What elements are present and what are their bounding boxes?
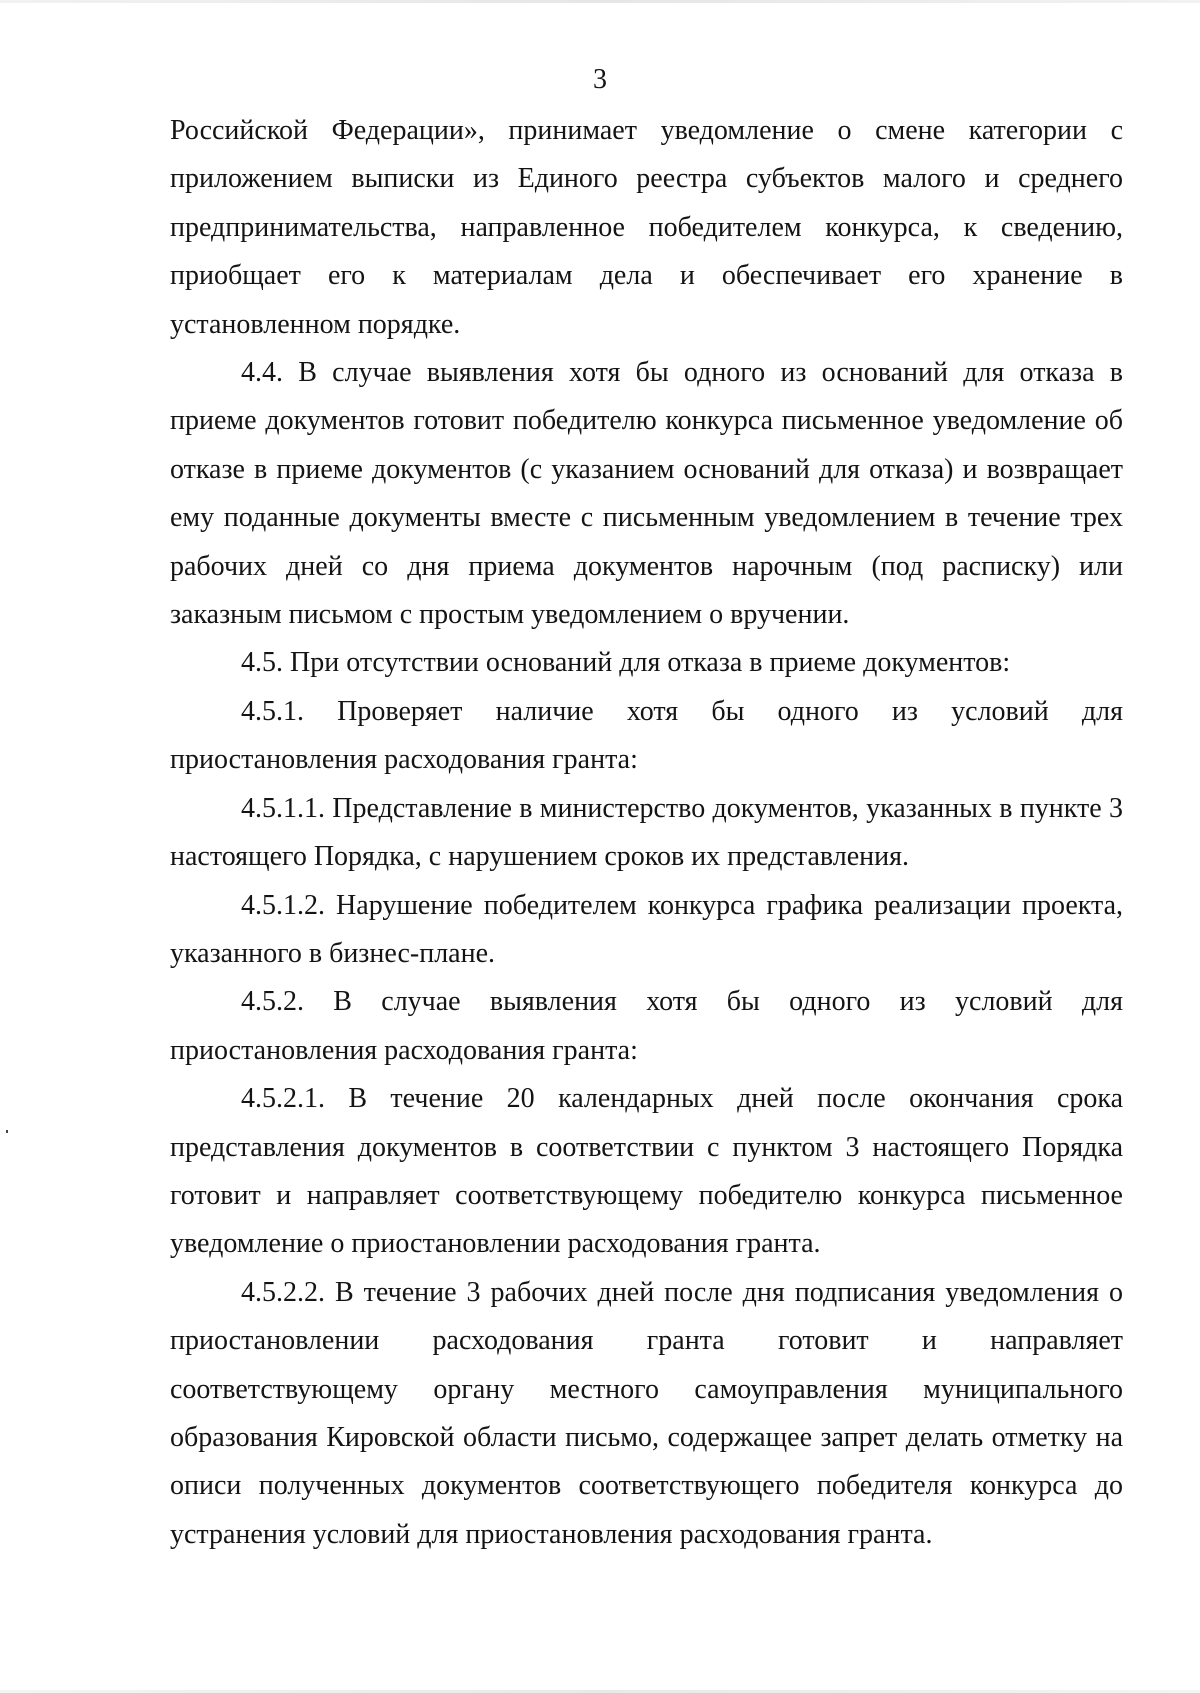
paragraph-4-5-1-1: 4.5.1.1. Представление в министерство документов, указанных в пункте 3 настоящего Порядка, с нарушением сроков их представления. xyxy=(170,792,1123,873)
page-number: 3 xyxy=(593,64,607,95)
paragraph-4-5-1: 4.5.1. Проверяет наличие хотя бы одного из условий для приостановления расходования гранта: xyxy=(170,695,1123,776)
document-body xyxy=(170,107,1123,1559)
paragraph-4-5: 4.5. При отсутствии оснований для отказа в приеме документов: xyxy=(241,647,1011,679)
paragraph-4-5-1-2: 4.5.1.2. Нарушение победителем конкурса графика реализации проекта, указанного в бизнес-плане. xyxy=(170,889,1123,969)
paragraph-continuation: Российской Федерации», принимает уведомление о смене категории с приложением выписки из Единого реестра субъектов малого и среднего предпринимательства, направленное победителем конкурса, к сведению, приобщает его к материалам дела и обеспечивает его хранение в установленном порядке. xyxy=(170,115,1123,340)
scan-artifact xyxy=(6,1130,8,1133)
paragraph-4-5-2-2: 4.5.2.2. В течение 3 рабочих дней после дня подписания уведомления о приостановлении расходования гранта готовит и направляет соответствующему органу местного самоуправления муниципального образования Кировской области письмо, содержащее запрет делать отметку на описи полученных документов соответствующего победителя конкурса до устранения условий для приостановления расходования гранта. xyxy=(170,1276,1123,1550)
paragraph-4-5-2: 4.5.2. В случае выявления хотя бы одного из условий для приостановления расходования гранта: xyxy=(170,986,1123,1066)
paragraph-4-4: 4.4. В случае выявления хотя бы одного из оснований для отказа в приеме документов готовит победителю конкурса письменное уведомление об отказе в приеме документов (с указанием оснований для отказа) и возвращает ему поданные документы вместе с письменным уведомлением в течение трех рабочих дней со дня приема документов нарочным (под расписку) или заказным письмом с простым уведомлением о вручении. xyxy=(170,357,1123,631)
paragraph-4-5-2-1: 4.5.2.1. В течение 20 календарных дней после окончания срока представления документов в соответствии с пунктом 3 настоящего Порядка готовит и направляет соответствующему победителю конкурса письменное уведомление о приостановлении расходования гранта. xyxy=(170,1083,1123,1260)
scan-edge-top xyxy=(0,0,1200,3)
